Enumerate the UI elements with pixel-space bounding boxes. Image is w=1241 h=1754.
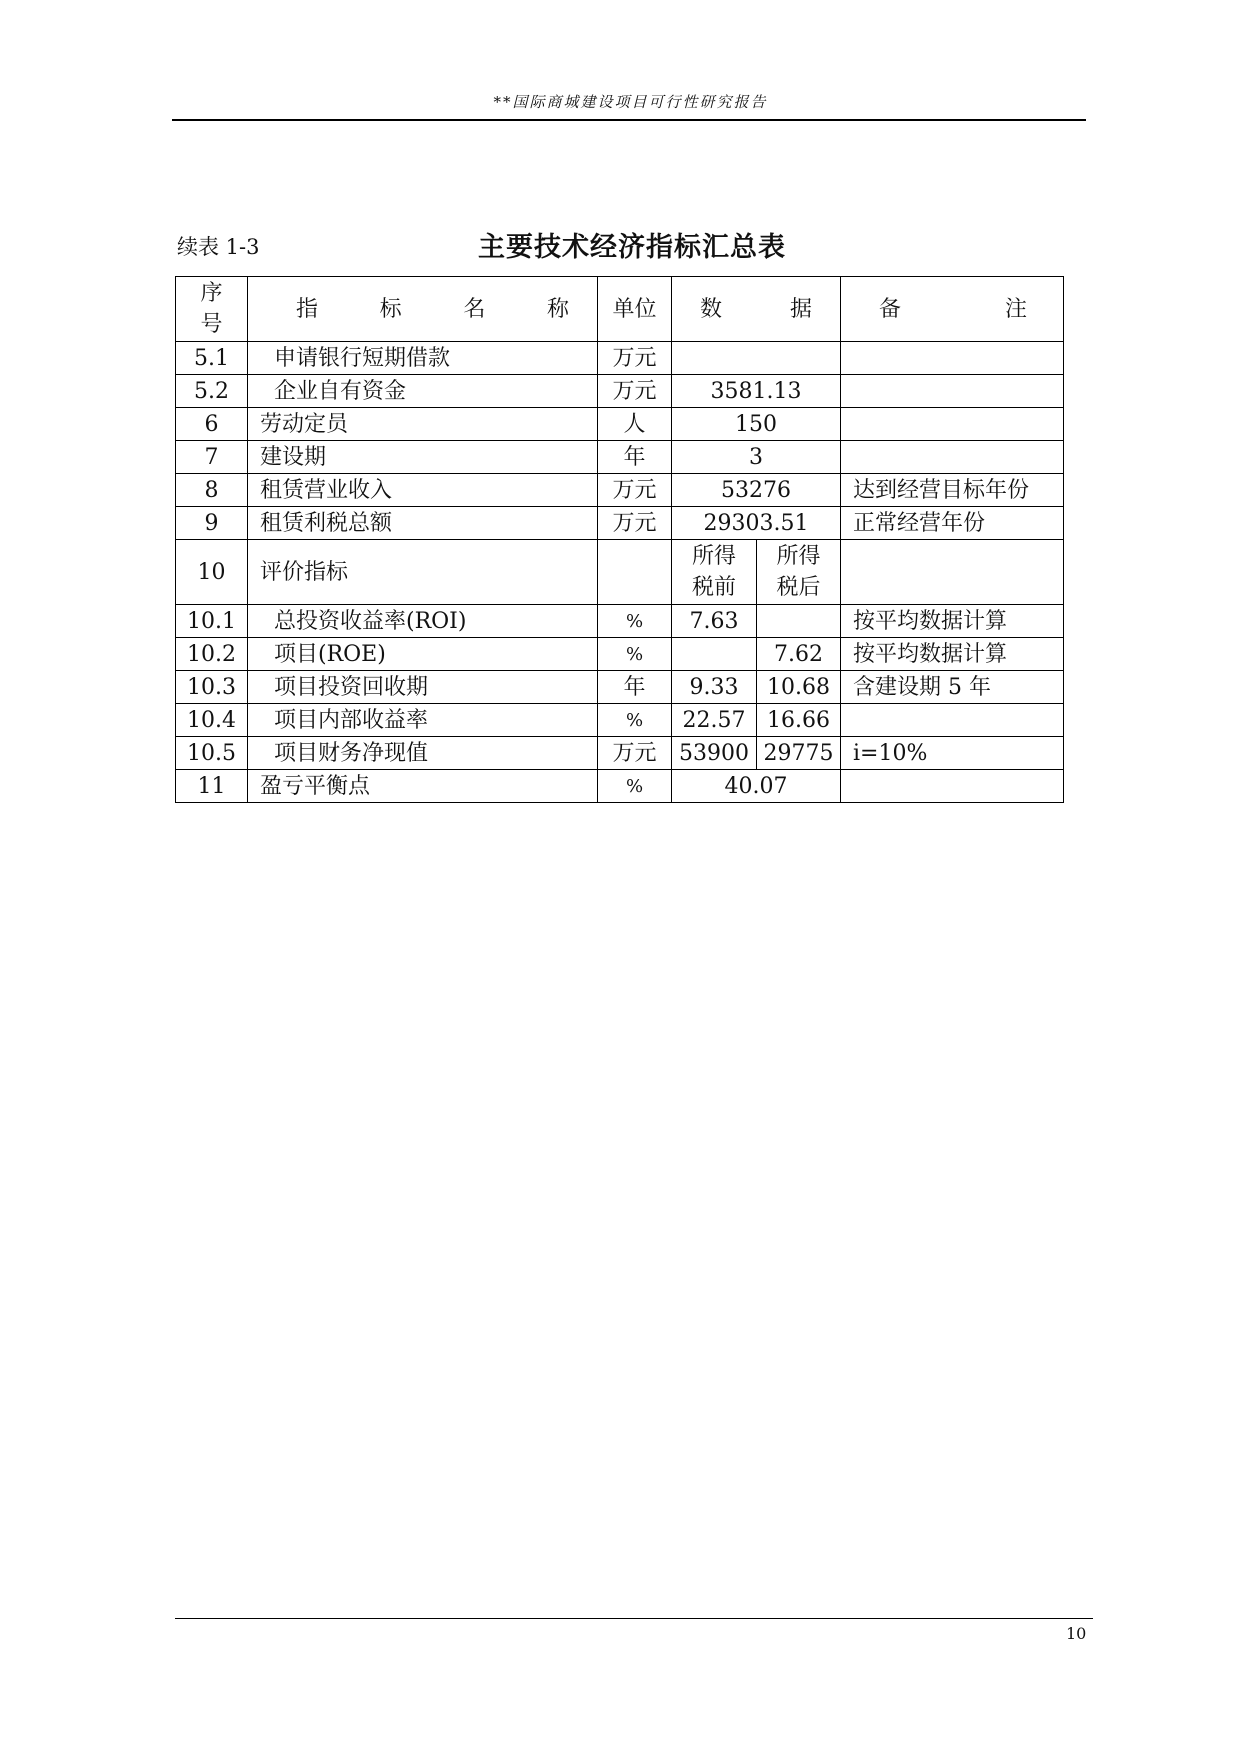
table-row: 9 租赁利税总额 万元 29303.51 正常经营年份 bbox=[176, 507, 1064, 540]
header-rule bbox=[172, 119, 1086, 121]
header-serial-no: 序 号 bbox=[176, 277, 248, 342]
running-header: **国际商城建设项目可行性研究报告 bbox=[493, 93, 768, 111]
table-row: 10.4 项目内部收益率 % 22.57 16.66 bbox=[176, 704, 1064, 737]
table-row-evaluation-indicators: 10 评价指标 所得 税前 所得 税后 bbox=[176, 540, 1064, 605]
table-row: 10.5 项目财务净现值 万元 53900 29775 i=10% bbox=[176, 737, 1064, 770]
table-row: 10.1 总投资收益率(ROI) % 7.63 按平均数据计算 bbox=[176, 605, 1064, 638]
table-title: 主要技术经济指标汇总表 bbox=[478, 232, 786, 263]
header-indicator-name: 指 标 名 称 bbox=[248, 277, 598, 342]
header-note: 备 注 bbox=[841, 277, 1064, 342]
table-row: 5.2 企业自有资金 万元 3581.13 bbox=[176, 375, 1064, 408]
table-header-row bbox=[176, 277, 1064, 342]
pre-tax-header: 所得 税前 bbox=[672, 540, 757, 605]
table-row: 5.1 申请银行短期借款 万元 bbox=[176, 342, 1064, 375]
table-row: 7 建设期 年 3 bbox=[176, 441, 1064, 474]
header-data: 数 据 bbox=[672, 277, 841, 342]
table-row: 10.3 项目投资回收期 年 9.33 10.68 含建设期 5 年 bbox=[176, 671, 1064, 704]
table-row: 8 租赁营业收入 万元 53276 达到经营目标年份 bbox=[176, 474, 1064, 507]
footer-rule bbox=[175, 1618, 1093, 1619]
header-unit: 单位 bbox=[598, 277, 672, 342]
page-number: 10 bbox=[1066, 1624, 1087, 1643]
table-row: 6 劳动定员 人 150 bbox=[176, 408, 1064, 441]
table-row: 10.2 项目(ROE) % 7.62 按平均数据计算 bbox=[176, 638, 1064, 671]
indicator-summary-table bbox=[175, 276, 1064, 803]
post-tax-header: 所得 税后 bbox=[757, 540, 841, 605]
table-row: 11 盈亏平衡点 % 40.07 bbox=[176, 770, 1064, 803]
table-continuation-label: 续表 1-3 bbox=[177, 235, 260, 259]
